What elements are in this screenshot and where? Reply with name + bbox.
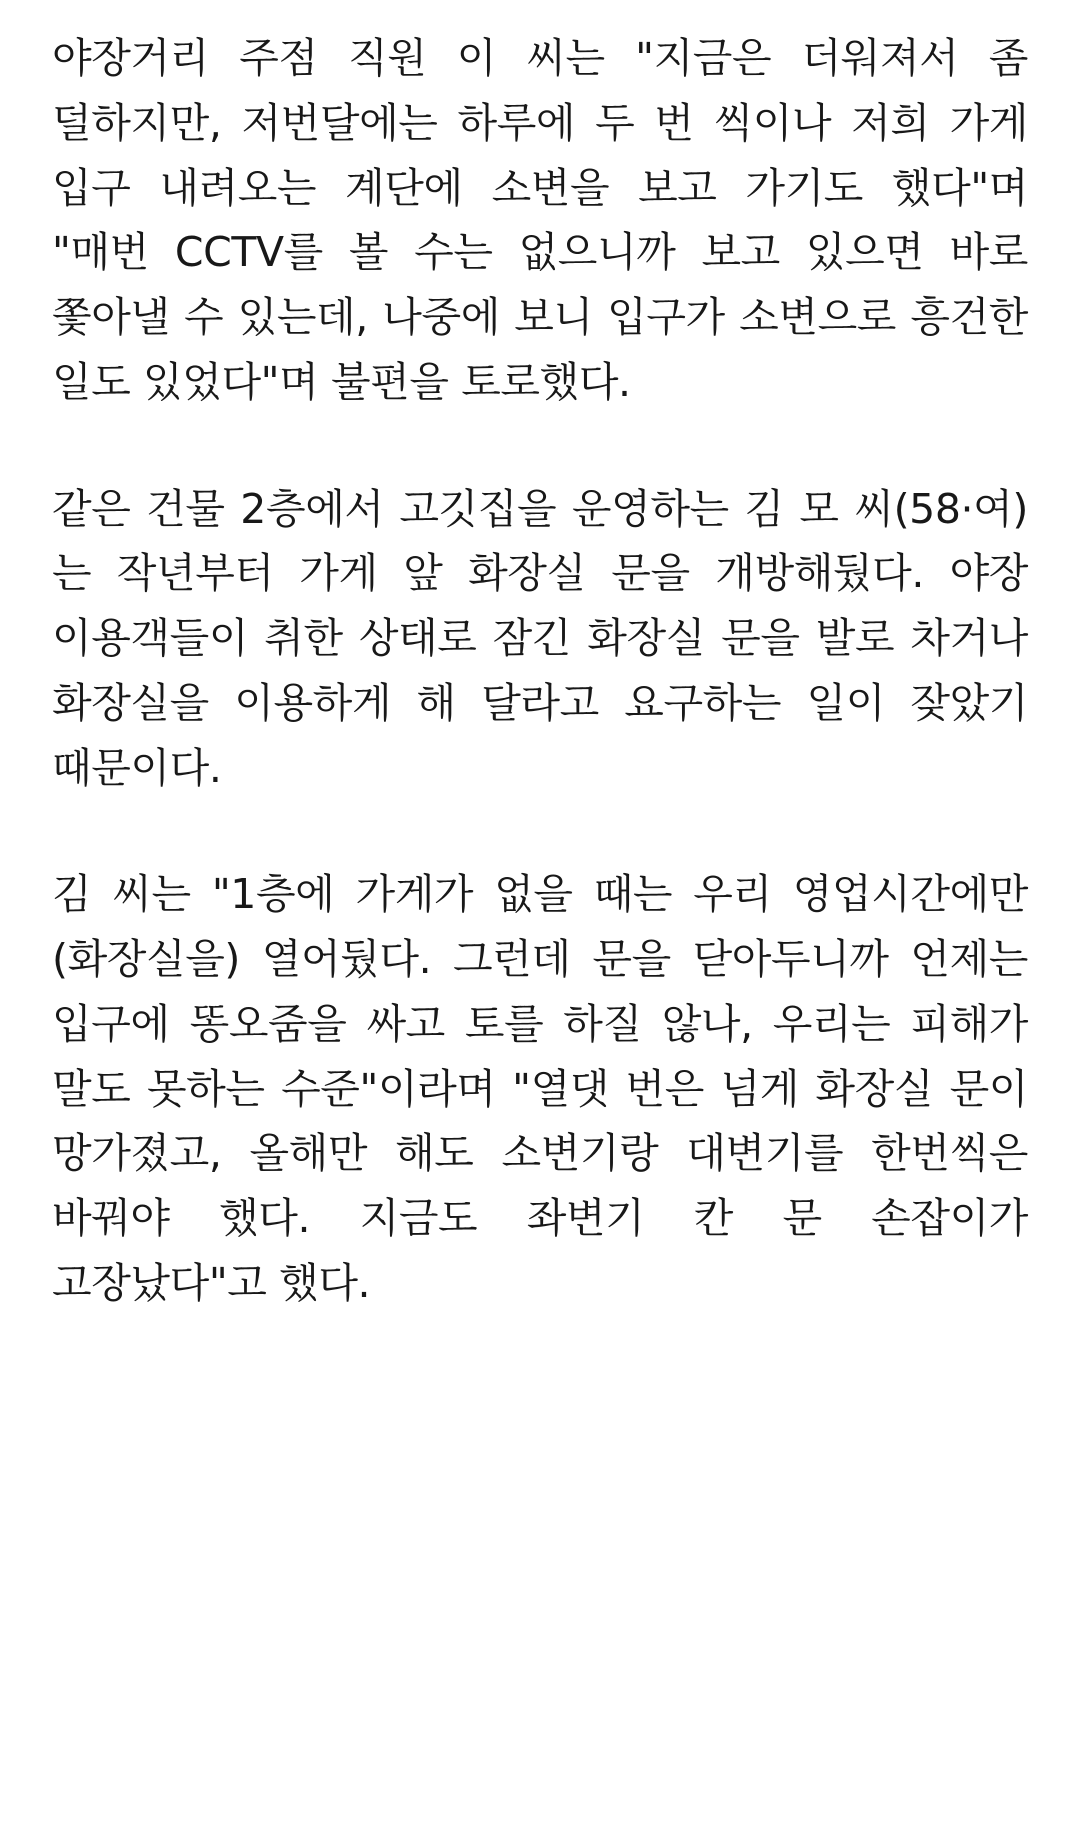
article-paragraph-1: 야장거리 주점 직원 이 씨는 "지금은 더워져서 좀 덜하지만, 저번달에는 하루에 두 번 씩이나 저희 가게 입구 내려오는 계단에 소변을 보고 가기도 했다"며 "매번 CCTV를 볼 수는 없으니까 보고 있으면 바로 쫓아낼 수 있는데, 나중에 보니 입구가 소변으로 흥건한 일도 있었다"며 불편을 토로했다. <box>52 34 1028 406</box>
article-paragraph-2: 같은 건물 2층에서 고깃집을 운영하는 김 모 씨(58·여)는 작년부터 가게 앞 화장실 문을 개방해뒀다. 야장 이용객들이 취한 상태로 잠긴 화장실 문을 발로 차거나 화장실을 이용하게 해 달라고 요구하는 일이 잦았기 때문이다. <box>52 484 1028 792</box>
article-paragraph-3: 김 씨는 "1층에 가게가 없을 때는 우리 영업시간에만 (화장실을) 열어뒀다. 그런데 문을 닫아두니까 언제는 입구에 똥오줌을 싸고 토를 하질 않나, 우리는 피해가 말도 못하는 수준"이라며 "열댓 번은 넘게 화장실 문이 망가졌고, 올해만 해도 소변기랑 대변기를 한번씩은 바꿔야 했다. 지금도 좌변기 칸 문 손잡이가 고장났다"고 했다. <box>52 870 1028 1308</box>
